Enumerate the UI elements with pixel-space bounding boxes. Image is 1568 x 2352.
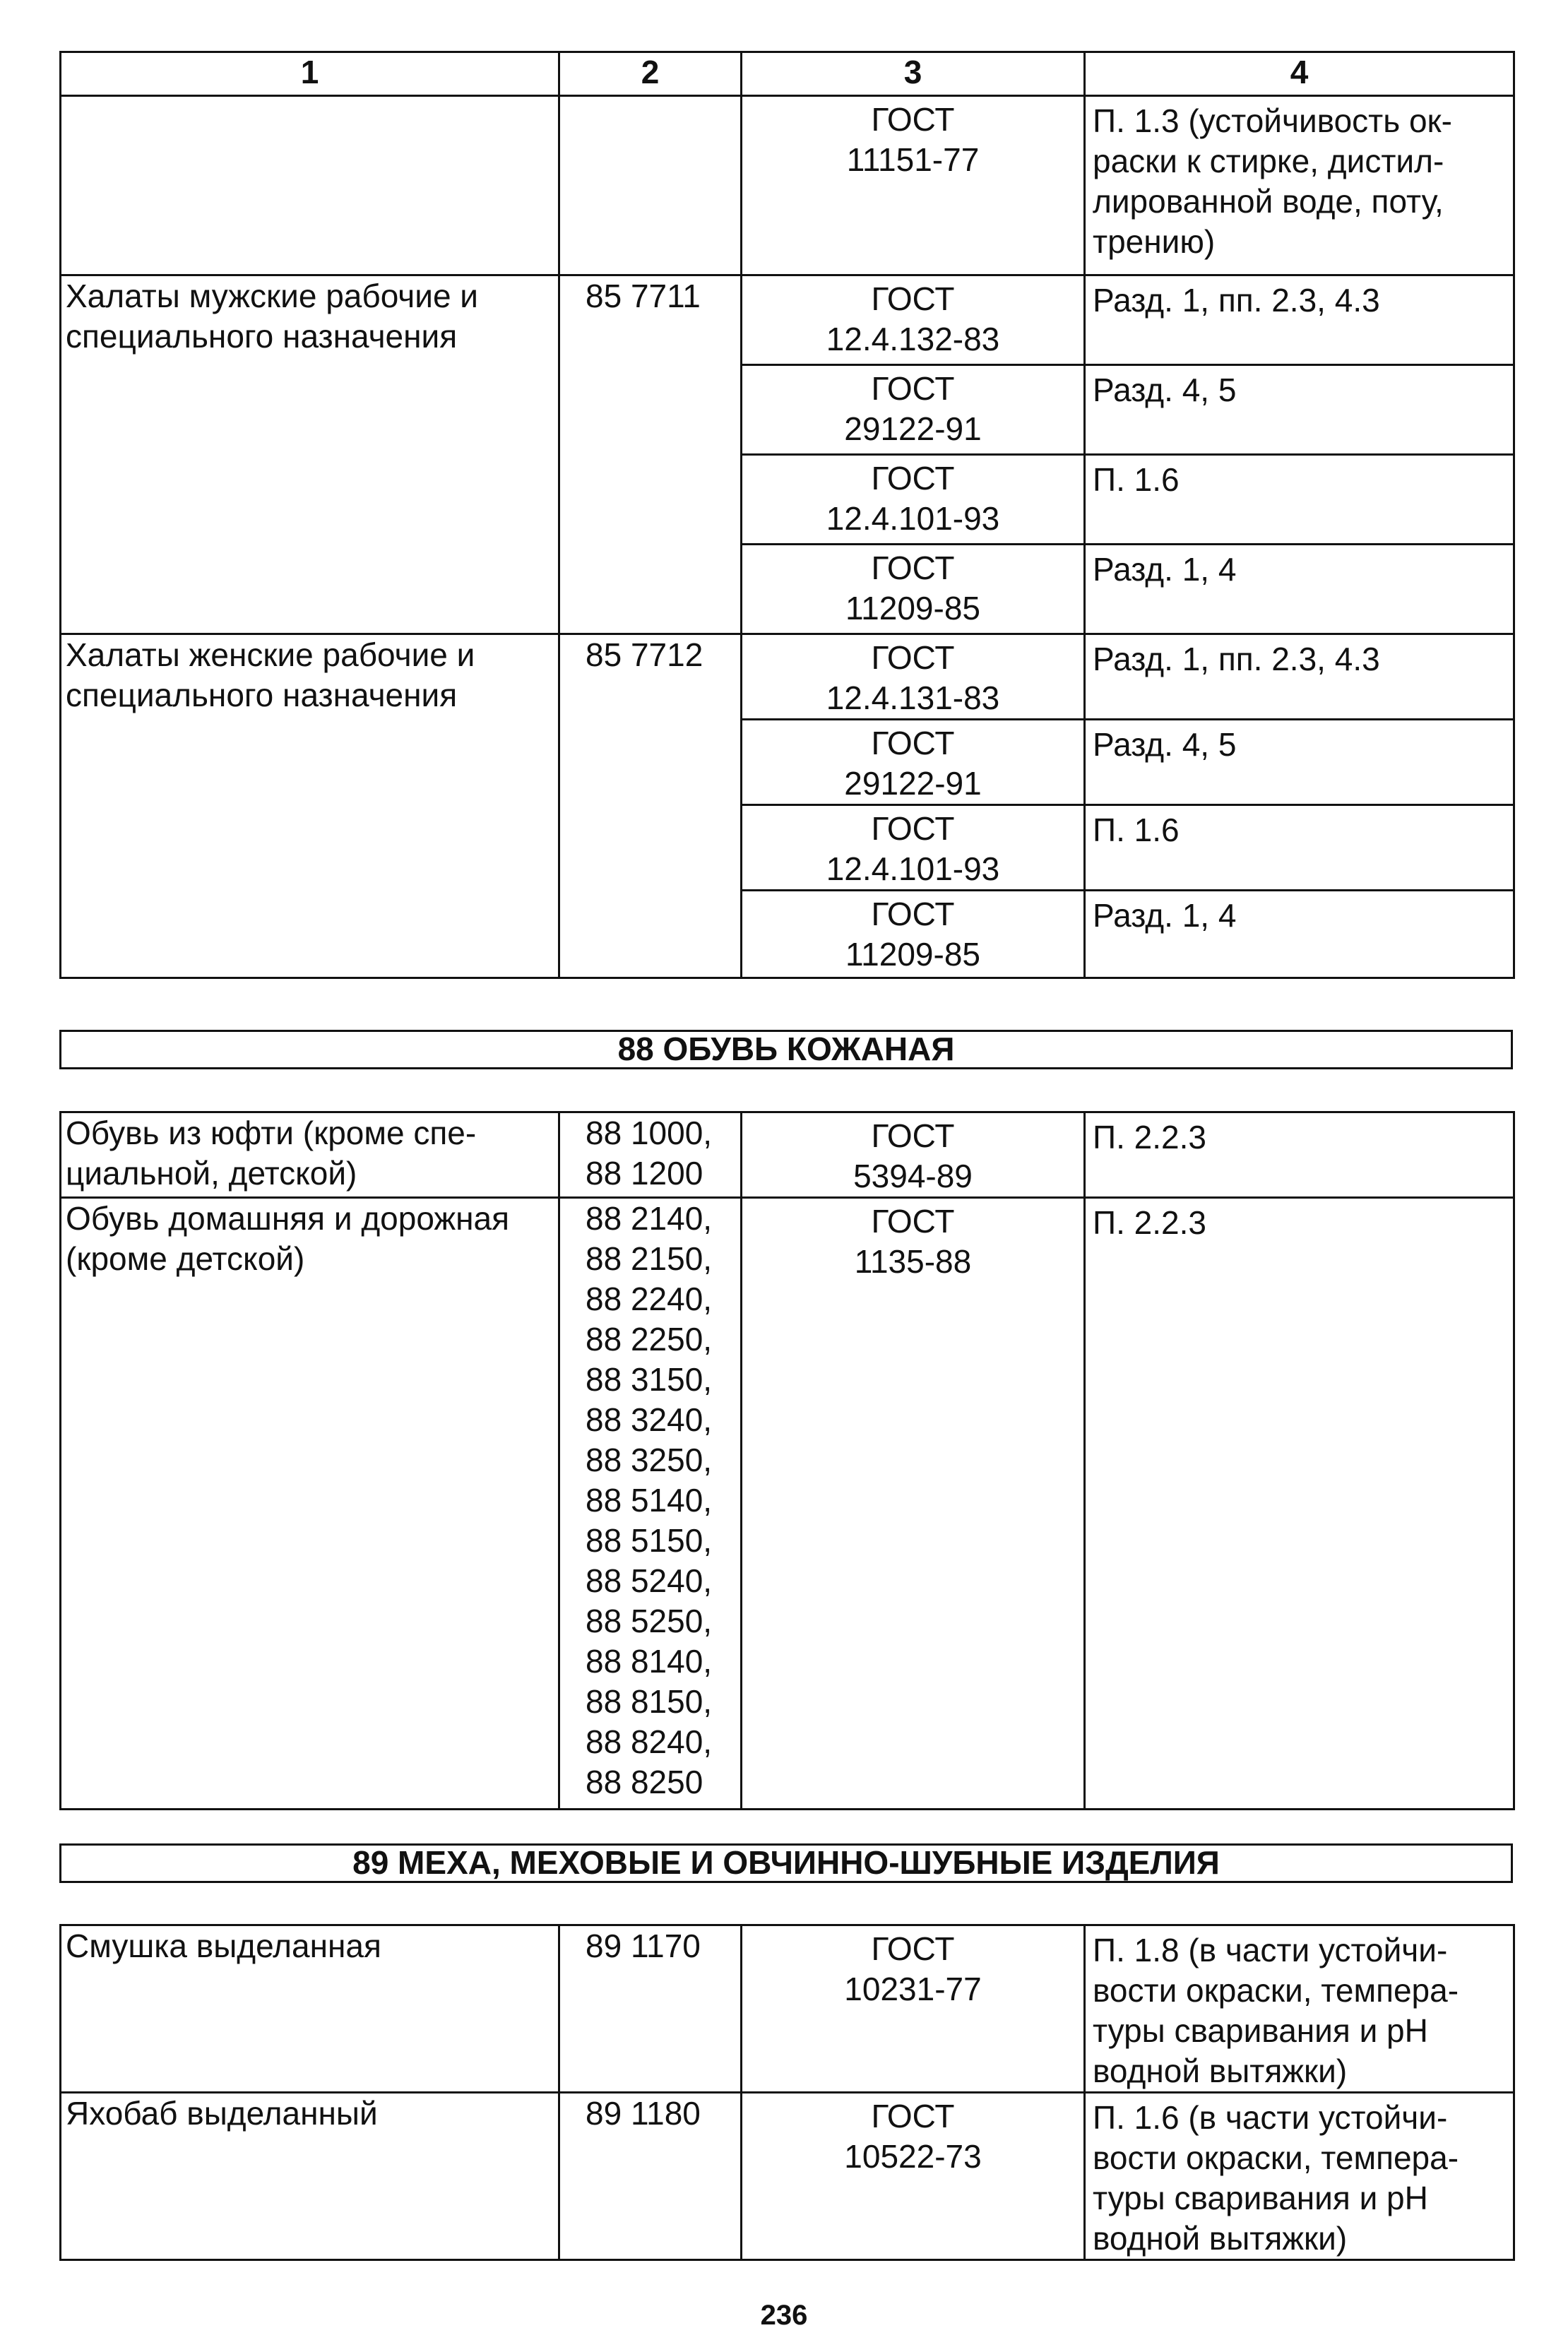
table-row: Халаты женские рабочие и специального назначения 85 7712 ГОСТ 12.4.131-83 Разд. 1, пп. 2.3, 4.3	[61, 634, 1514, 720]
table-row: ГОСТ 29122-91 Разд. 4, 5	[61, 720, 1514, 805]
table-row: Обувь из юфти (кроме спе- циальной, детской) 88 1000, 88 1200 ГОСТ 5394-89 П. 2.2.3	[61, 1112, 1514, 1198]
section-title-89: 89 МЕХА, МЕХОВЫЕ И ОВЧИННО-ШУБНЫЕ ИЗДЕЛИЯ	[59, 1843, 1513, 1883]
header-col-4: 4	[1085, 52, 1514, 96]
product-name: Халаты мужские рабочие и специального назначения	[61, 275, 559, 634]
table-row: ГОСТ 12.4.101-93 П. 1.6	[61, 455, 1514, 545]
table-row: ГОСТ 11209-85 Разд. 1, 4	[61, 891, 1514, 978]
table-row: ГОСТ 12.4.101-93 П. 1.6	[61, 805, 1514, 891]
product-code-list: 88 2140, 88 2150, 88 2240, 88 2250, 88 3150, 88 3240, 88 3250, 88 5140, 88 5150, 88 5240, 88 5250, 88 8140, 88 8150, 88 8240, 88 8250	[559, 1198, 742, 1810]
table-row: Халаты мужские рабочие и специального назначения 85 7711 ГОСТ 12.4.132-83 Разд. 1, пп. 2.3, 4.3	[61, 275, 1514, 365]
product-code: 85 7711	[559, 275, 742, 634]
table-row: Яхобаб выделанный 89 1180 ГОСТ 10522-73 П. 1.6 (в части устойчи- вости окраски, темпера- туры сваривания и pH водной вытяжки)	[61, 2093, 1514, 2260]
product-name: Смушка выделанная	[61, 1925, 559, 2093]
product-code: 88 1000, 88 1200	[559, 1112, 742, 1198]
product-name: Обувь из юфти (кроме спе- циальной, детской)	[61, 1112, 559, 1198]
table-row: ГОСТ 29122-91 Разд. 4, 5	[61, 365, 1514, 455]
section-88-table	[59, 1111, 1515, 1810]
clause-cell: П. 1.3 (устойчивость ок- раски к стирке, дистил- лированной воде, поту, трению)	[1085, 96, 1514, 275]
table-row: Обувь домашняя и дорожная (кроме детской) 88 2140, 88 2150, 88 2240, 88 2250, 88 3150, 88 3240, 88 3250, 88 5140, 88 5150, 88 5240, 88 5250, 88 8140, 88 8150, 88 8240, 88 8250 ГОСТ 1135-88 П. 2.2.3	[61, 1198, 1514, 1810]
continuation-row	[61, 96, 1514, 275]
product-name: Обувь домашняя и дорожная (кроме детской)	[61, 1198, 559, 1810]
main-table	[59, 51, 1515, 979]
section-title-88: 88 ОБУВЬ КОЖАНАЯ	[59, 1030, 1513, 1069]
product-code: 89 1180	[559, 2093, 742, 2260]
table-row: Смушка выделанная 89 1170 ГОСТ 10231-77 П. 1.8 (в части устойчи- вости окраски, темпера- туры сваривания и pH водной вытяжки)	[61, 1925, 1514, 2093]
product-code: 89 1170	[559, 1925, 742, 2093]
gost-cell: ГОСТ 11151-77	[742, 96, 1085, 275]
header-col-2: 2	[559, 52, 742, 96]
product-name: Халаты женские рабочие и специального назначения	[61, 634, 559, 978]
product-code: 85 7712	[559, 634, 742, 978]
page-number: 236	[760, 2300, 808, 2331]
header-col-3: 3	[742, 52, 1085, 96]
header-col-1: 1	[61, 52, 559, 96]
table-row: ГОСТ 11209-85 Разд. 1, 4	[61, 545, 1514, 634]
section-89-table	[59, 1924, 1515, 2261]
product-name: Яхобаб выделанный	[61, 2093, 559, 2260]
header-row	[61, 52, 1514, 96]
